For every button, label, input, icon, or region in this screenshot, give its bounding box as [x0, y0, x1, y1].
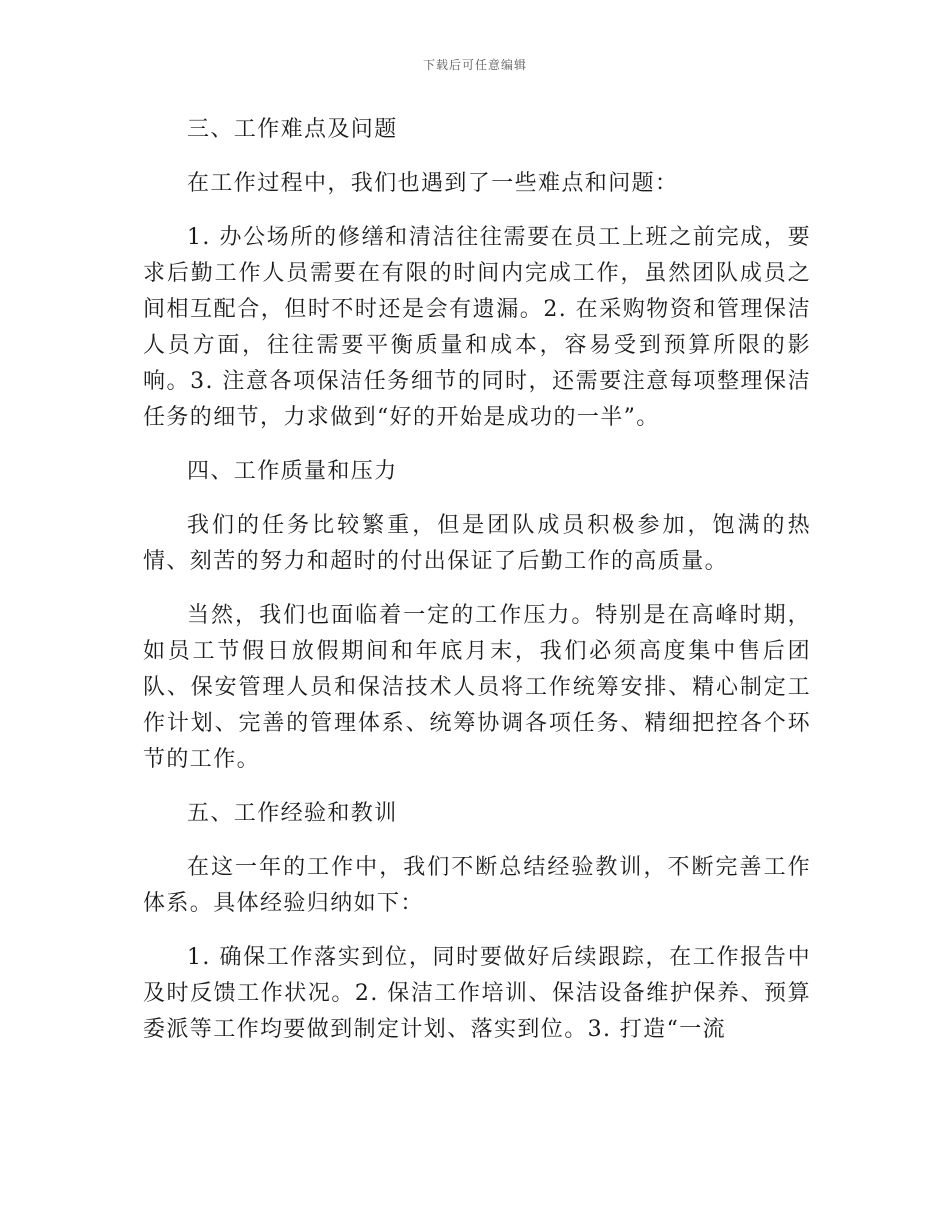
paragraph-experience-intro: 在这一年的工作中，我们不断总结经验教训，不断完善工作体系。具体经验归纳如下： [143, 855, 811, 916]
paragraph-experience-list: 1. 确保工作落实到位，同时要做好后续跟踪，在工作报告中及时反馈工作状况。2. 保洁工作培训、保洁设备维护保养、预算委派等工作均要做到制定计划、落实到位。3. 打造“一流 [143, 945, 811, 1042]
section-heading-experience: 五、工作经验和教训 [187, 801, 398, 826]
document-body [143, 112, 811, 1066]
page-header: 下载后可任意编辑 [422, 58, 527, 72]
paragraph-difficulties-list: 1. 办公场所的修缮和清洁往往需要在员工上班之前完成，要求后勤工作人员需要在有限的时间内完成工作，虽然团队成员之间相互配合，但时不时还是会有遗漏。2. 在采购物资和管理保洁人员方面，往往需要平衡质量和成本，容易受到预算所限的影响。3. 注意各项保洁任务细节的同时，还需要注意每项整理保洁任务的细节，力求做到“好的开始是成功的一半”。 [143, 225, 811, 430]
paragraph-quality: 我们的任务比较繁重，但是团队成员积极参加，饱满的热情、刻苦的努力和超时的付出保证了后勤工作的高质量。 [143, 513, 811, 574]
section-heading-difficulties: 三、工作难点及问题 [187, 117, 398, 142]
section-heading-quality: 四、工作质量和压力 [187, 459, 398, 484]
paragraph-difficulties-intro: 在工作过程中，我们也遇到了一些难点和问题： [187, 171, 679, 196]
paragraph-pressure: 当然，我们也面临着一定的工作压力。特别是在高峰时期，如员工节假日放假期间和年底月末，我们必须高度集中售后团队、保安管理人员和保洁技术人员将工作统筹安排、精心制定工作计划、完善的管理体系、统筹协调各项任务、精细把控各个环节的工作。 [143, 603, 811, 772]
